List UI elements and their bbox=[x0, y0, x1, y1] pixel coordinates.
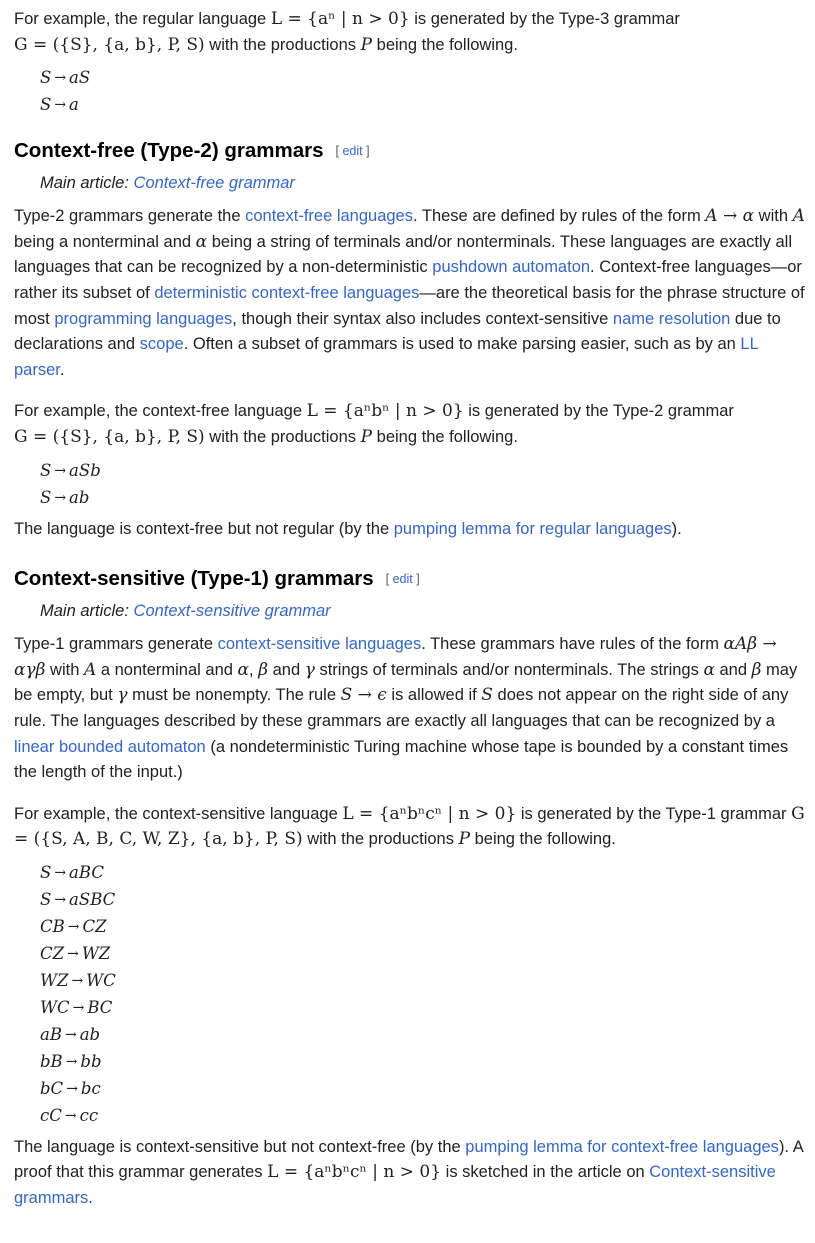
production-rule: cC → cc bbox=[40, 1105, 99, 1125]
type2-example-paragraph: For example, the context-free language L = {aⁿbⁿ | n > 0} is generated by the Type-2 grammar G = ({S}, {a, b}, P, S) with the productions P being the following. bbox=[14, 401, 734, 447]
edit-section: [ edit ] bbox=[335, 144, 370, 159]
section-heading-type1 bbox=[14, 564, 806, 596]
main-article-link[interactable]: Context-sensitive grammar bbox=[133, 602, 331, 621]
type1-production-rules bbox=[40, 859, 806, 1129]
production-rule: S → a bbox=[40, 95, 79, 115]
production-rule: bC → bc bbox=[40, 1078, 101, 1098]
link-name-resolution[interactable]: name resolution bbox=[612, 309, 731, 328]
main-article-note: Main article: Context-free grammar bbox=[40, 174, 295, 193]
edit-link[interactable]: edit bbox=[392, 572, 413, 587]
text: For example, the regular language bbox=[14, 10, 271, 28]
main-article-link[interactable]: Context-free grammar bbox=[133, 174, 295, 193]
link-deterministic-cfl[interactable]: deterministic context-free languages bbox=[154, 283, 420, 302]
heading-text: Context-sensitive (Type-1) grammars bbox=[14, 567, 374, 591]
text: with the productions bbox=[204, 35, 361, 54]
link-ll-parser[interactable]: LL parser bbox=[14, 335, 759, 379]
math-language-L: L = {aⁿbⁿcⁿ | n > 0} bbox=[342, 803, 517, 824]
link-pumping-lemma-regular[interactable]: pumping lemma for regular languages bbox=[393, 519, 672, 538]
type1-description-paragraph: Type-1 grammars generate context-sensitive languages. These grammars have rules of the form αAβ → αγβ with A a nonterminal and α, β and γ strings of terminals and/or nonterminals. The strings α and β may be empty, but γ must be nonempty. The rule S → ϵ is allowed if S does not appear on the right side of any rule. The languages described by these grammars are exactly all languages that can be recognized by a linear bounded automaton (a nondeterministic Turing machine whose tape is bounded by a constant times the length of the input.) bbox=[14, 634, 798, 782]
edit-link[interactable]: edit bbox=[342, 144, 363, 159]
type2-production-rules bbox=[40, 457, 806, 511]
math-grammar-G: G = ({S}, {a, b}, P, S) bbox=[14, 426, 205, 447]
production-rule: WC → BC bbox=[40, 997, 113, 1017]
type2-description-paragraph: Type-2 grammars generate the context-free languages. These are defined by rules of the form A → α with A being a nonterminal and α being a string of terminals and/or nonterminals. These languages are exactly all languages that can be recognized by a non-deterministic pushdown automaton. Context-free languages—or rather its subset of deterministic context-free languages—are the theoretical basis for the phrase structure of most programming languages, though their syntax also includes context-sensitive name resolution due to declarations and scope. Often a subset of grammars is used to make parsing easier, such as by an LL parser. bbox=[14, 206, 805, 379]
link-context-free-languages[interactable]: context-free languages bbox=[245, 207, 413, 226]
production-rule: bB → bb bbox=[40, 1051, 102, 1071]
type3-production-rules bbox=[40, 64, 806, 118]
link-pumping-lemma-cf[interactable]: pumping lemma for context-free languages bbox=[465, 1137, 779, 1156]
type1-example-paragraph: For example, the context-sensitive language L = {aⁿbⁿcⁿ | n > 0} is generated by the Type-1 grammar G = ({S, A, B, C, W, Z}, {a, b}, P, S) with the productions P being the following. bbox=[14, 803, 805, 850]
link-linear-bounded-automaton[interactable]: linear bounded automaton bbox=[14, 737, 206, 756]
production-rule: S → aSBC bbox=[40, 889, 116, 909]
link-context-sensitive-grammars[interactable]: Context-sensitive grammars bbox=[14, 1163, 776, 1208]
text: being the following. bbox=[372, 35, 518, 54]
production-rule: S → ab bbox=[40, 487, 90, 507]
type2-regularity-paragraph: The language is context-free but not regular (by the pumping lemma for regular languages). bbox=[14, 519, 682, 538]
math-P: P bbox=[360, 34, 373, 55]
heading-text: Context-free (Type-2) grammars bbox=[14, 139, 324, 163]
link-programming-languages[interactable]: programming languages bbox=[54, 309, 233, 328]
text: is generated by the Type-3 grammar bbox=[409, 10, 680, 28]
article-content bbox=[14, 0, 806, 1212]
production-rule: WZ → WC bbox=[40, 970, 116, 990]
link-scope[interactable]: scope bbox=[139, 335, 184, 354]
edit-section: [ edit ] bbox=[385, 572, 420, 587]
math-grammar-G: G = ({S, A, B, C, W, Z}, {a, b}, P, S) bbox=[14, 803, 805, 850]
math-grammar-G: G = ({S}, {a, b}, P, S) bbox=[14, 34, 205, 55]
production-rule: CB → CZ bbox=[40, 916, 107, 936]
link-context-sensitive-languages[interactable]: context-sensitive languages bbox=[217, 635, 422, 654]
link-pushdown-automaton[interactable]: pushdown automaton bbox=[432, 258, 591, 277]
section-heading-type2 bbox=[14, 136, 806, 168]
production-rule: S → aSb bbox=[40, 460, 101, 480]
type3-example-paragraph bbox=[14, 7, 806, 58]
math-language-L: L = {aⁿ | n > 0} bbox=[270, 9, 410, 29]
production-rule: CZ → WZ bbox=[40, 943, 111, 963]
production-rule: S → aBC bbox=[40, 862, 104, 882]
math-language-L: L = {aⁿbⁿ | n > 0} bbox=[306, 401, 464, 422]
math-language-L: L = {aⁿbⁿcⁿ | n > 0} bbox=[267, 1162, 442, 1183]
type1-closing-paragraph: The language is context-sensitive but not context-free (by the pumping lemma for context-free languages). A proof that this grammar generates L = {aⁿbⁿcⁿ | n > 0} is sketched in the article on Context-sensitive grammars. bbox=[14, 1137, 803, 1208]
math-rule-form: αAβ → αγβ bbox=[14, 634, 777, 680]
production-rule: S → aS bbox=[40, 68, 91, 88]
main-article-note: Main article: Context-sensitive grammar bbox=[40, 602, 331, 621]
math-rule-form: A → α bbox=[705, 206, 755, 227]
production-rule: aB → ab bbox=[40, 1024, 101, 1044]
